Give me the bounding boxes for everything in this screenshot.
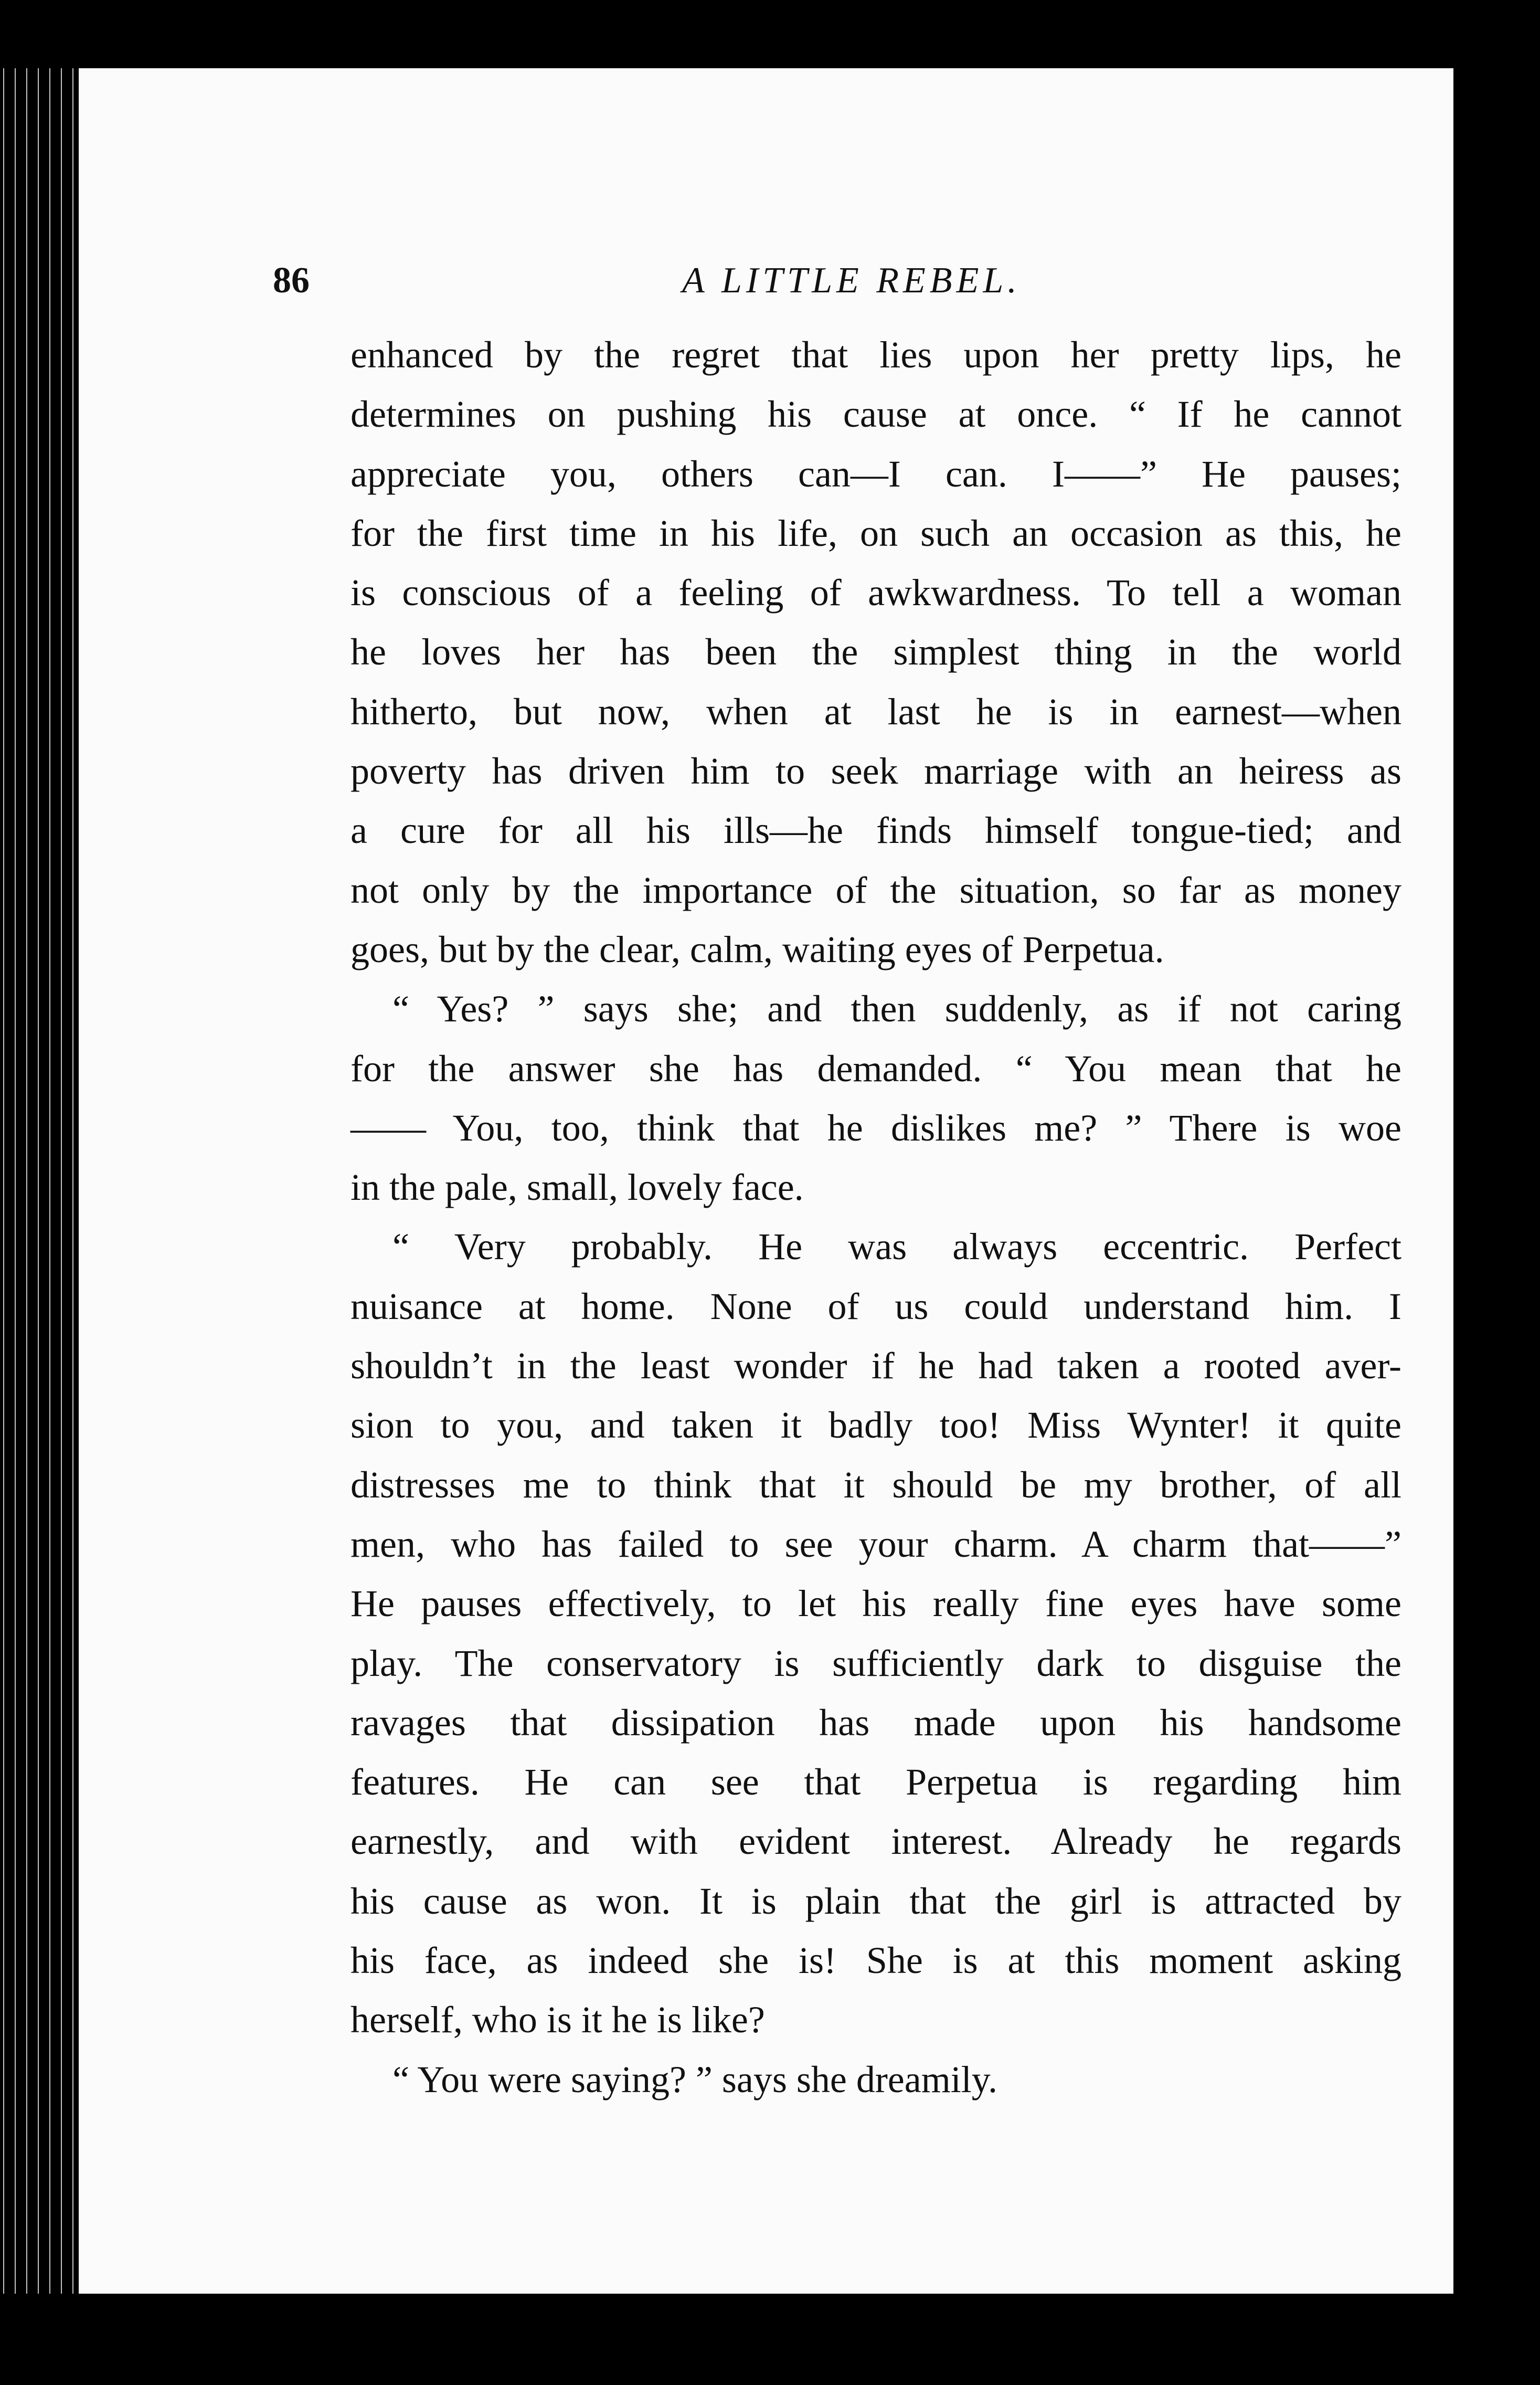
text-line: play. The conservatory is sufficiently dark to disguise the xyxy=(351,1642,1401,1684)
text-line: ravages that dissipation has made upon his handsome xyxy=(351,1701,1401,1744)
text-line: his face, as indeed she is! She is at this moment asking xyxy=(351,1939,1401,1982)
text-line: a cure for all his ills—he finds himself tongue-tied; and xyxy=(351,809,1401,852)
text-line: “ Yes? ” says she; and then suddenly, as if not caring xyxy=(392,988,1401,1030)
text-line: enhanced by the regret that lies upon her pretty lips, he xyxy=(351,334,1401,376)
text-line: for the answer she has demanded. “ You mean that he xyxy=(351,1047,1401,1090)
text-line: earnestly, and with evident interest. Already he regards xyxy=(351,1820,1401,1863)
text-line: “ Very probably. He was always eccentric. Perfect xyxy=(392,1226,1401,1268)
text-line: for the first time in his life, on such an occasion as this, he xyxy=(351,512,1401,554)
text-line: goes, but by the clear, calm, waiting eyes of Perpetua. xyxy=(351,928,1164,970)
page-header xyxy=(273,239,1401,312)
text-line: hitherto, but now, when at last he is in earnest—when xyxy=(351,690,1401,733)
text-line: he loves her has been the simplest thing in the world xyxy=(351,631,1401,673)
text-line: —— You, too, think that he dislikes me? ” There is woe xyxy=(351,1106,1401,1149)
text-line: determines on pushing his cause at once. “ If he cannot xyxy=(351,393,1401,436)
text-line: features. He can see that Perpetua is regarding him xyxy=(351,1761,1401,1803)
text-line: is conscious of a feeling of awkwardness. To tell a woman xyxy=(351,572,1401,614)
text-line: nuisance at home. None of us could understand him. I xyxy=(351,1285,1401,1327)
text-line: herself, who is it he is like? xyxy=(351,1999,765,2041)
text-line: He pauses effectively, to let his really fine eyes have some xyxy=(351,1582,1401,1625)
text-line: shouldn’t in the least wonder if he had taken a rooted aver- xyxy=(351,1345,1401,1387)
text-line: “ You were saying? ” says she dreamily. xyxy=(392,2058,998,2101)
text-line: men, who has failed to see your charm. A charm that——” xyxy=(351,1523,1401,1565)
text-line: sion to you, and taken it badly too! Miss Wynter! it quite xyxy=(351,1404,1401,1447)
book-binding-edge xyxy=(0,68,79,2294)
body-text xyxy=(351,325,1401,2109)
text-line: his cause as won. It is plain that the girl is attracted by xyxy=(351,1880,1401,1922)
running-title: A LITTLE REBEL. xyxy=(682,260,1021,301)
text-line: distresses me to think that it should be my brother, of all xyxy=(351,1463,1401,1506)
text-line: in the pale, small, lovely face. xyxy=(351,1166,804,1209)
text-line: appreciate you, others can—I can. I——” He pauses; xyxy=(351,452,1401,495)
page-number: 86 xyxy=(273,260,310,301)
text-line: not only by the importance of the situation, so far as money xyxy=(351,869,1401,911)
text-line: poverty has driven him to seek marriage with an heiress as xyxy=(351,750,1401,793)
